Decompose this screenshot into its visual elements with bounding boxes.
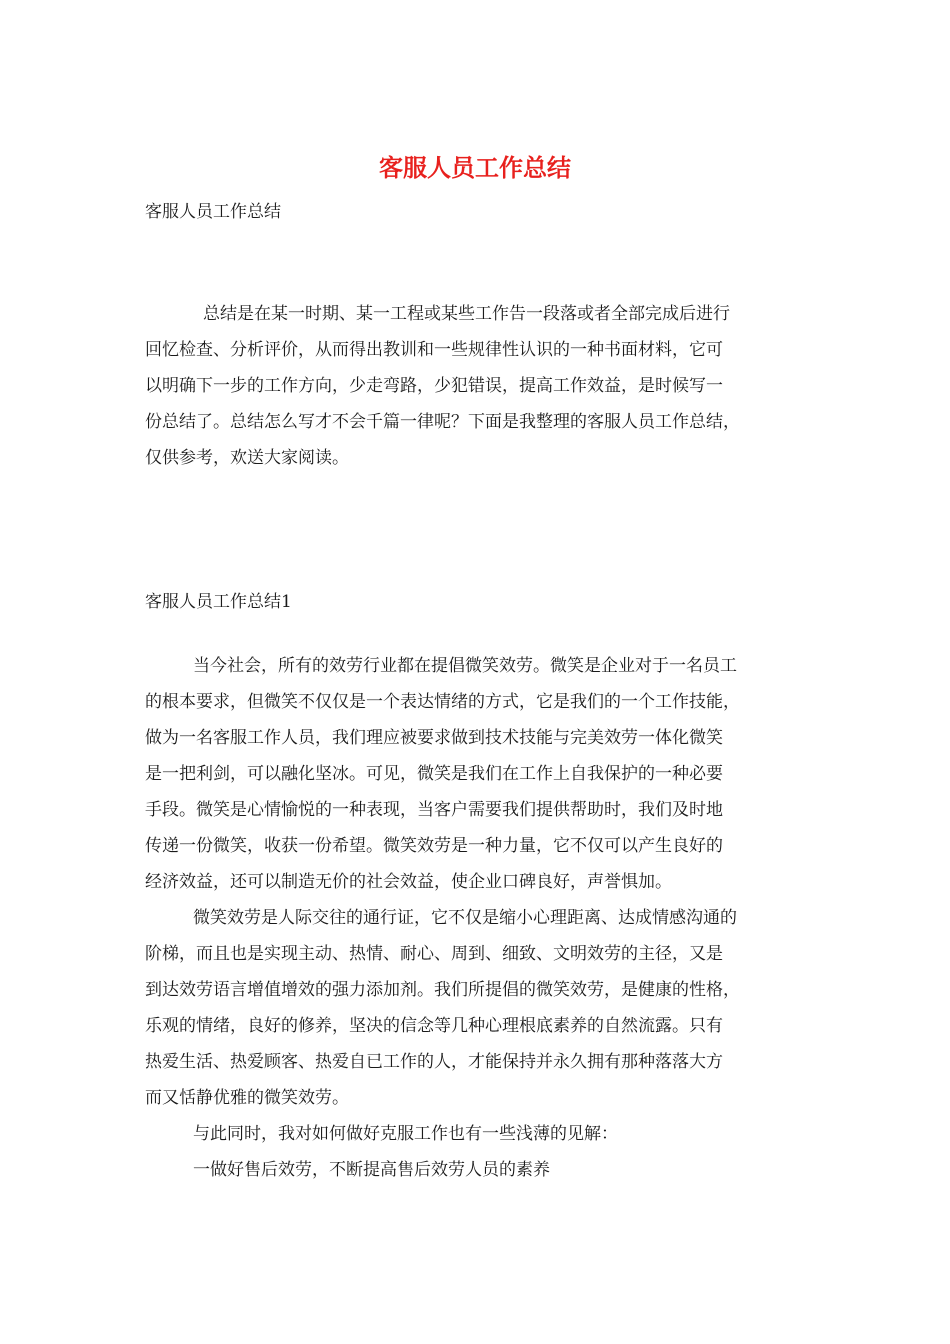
- paragraph-line: 到达效劳语言增值增效的强力添加剂。我们所提倡的微笑效劳，是健康的性格，: [145, 980, 740, 1000]
- document-title: 客服人员工作总结: [379, 153, 571, 182]
- paragraph-line: 而又恬静优雅的微笑效劳。: [145, 1088, 349, 1108]
- intro-line: 仅供参考，欢送大家阅读。: [145, 448, 349, 468]
- paragraph-line: 与此同时，我对如何做好克服工作也有一些浅薄的见解：: [193, 1124, 618, 1144]
- intro-line: 以明确下一步的工作方向，少走弯路，少犯错误，提高工作效益，是时候写一: [145, 376, 723, 396]
- paragraph-line: 阶梯，而且也是实现主动、热情、耐心、周到、细致、文明效劳的主径，又是: [145, 944, 723, 964]
- paragraph-2: [145, 900, 805, 1116]
- paragraph-line: 传递一份微笑，收获一份希望。微笑效劳是一种力量，它不仅可以产生良好的: [145, 836, 723, 856]
- paragraph-line: 乐观的情绪，良好的修养，坚决的信念等几种心理根底素养的自然流露。只有: [145, 1016, 723, 1036]
- paragraph-1: [145, 648, 805, 900]
- paragraph-3: [145, 1116, 805, 1152]
- intro-line: 回忆检查、分析评价，从而得出教训和一些规律性认识的一种书面材料，它可: [145, 340, 723, 360]
- document-subtitle: 客服人员工作总结: [145, 202, 281, 222]
- paragraph-line: 一做好售后效劳，不断提高售后效劳人员的素养: [193, 1160, 550, 1180]
- paragraph-line: 当今社会，所有的效劳行业都在提倡微笑效劳。微笑是企业对于一名员工: [193, 656, 737, 676]
- intro-line: 份总结了。总结怎么写才不会千篇一律呢？下面是我整理的客服人员工作总结，: [145, 412, 740, 432]
- paragraph-line: 的根本要求，但微笑不仅仅是一个表达情绪的方式，它是我们的一个工作技能，: [145, 692, 740, 712]
- paragraph-4: [145, 1152, 805, 1188]
- section-heading: 客服人员工作总结1: [145, 592, 292, 612]
- paragraph-line: 微笑效劳是人际交往的通行证，它不仅是缩小心理距离、达成情感沟通的: [193, 908, 737, 928]
- paragraph-line: 做为一名客服工作人员，我们理应被要求做到技术技能与完美效劳一体化微笑: [145, 728, 723, 748]
- paragraph-line: 热爱生活、热爱顾客、热爱自已工作的人，才能保持并永久拥有那种落落大方: [145, 1052, 723, 1072]
- paragraph-line: 是一把利剑，可以融化坚冰。可见，微笑是我们在工作上自我保护的一种必要: [145, 764, 723, 784]
- intro-line: 总结是在某一时期、某一工程或某些工作告一段落或者全部完成后进行: [203, 304, 730, 324]
- section-body: [145, 648, 805, 1188]
- paragraph-line: 手段。微笑是心情愉悦的一种表现，当客户需要我们提供帮助时，我们及时地: [145, 800, 723, 820]
- paragraph-line: 经济效益，还可以制造无价的社会效益，使企业口碑良好，声誉惧加。: [145, 872, 672, 892]
- intro-paragraph: [145, 296, 805, 476]
